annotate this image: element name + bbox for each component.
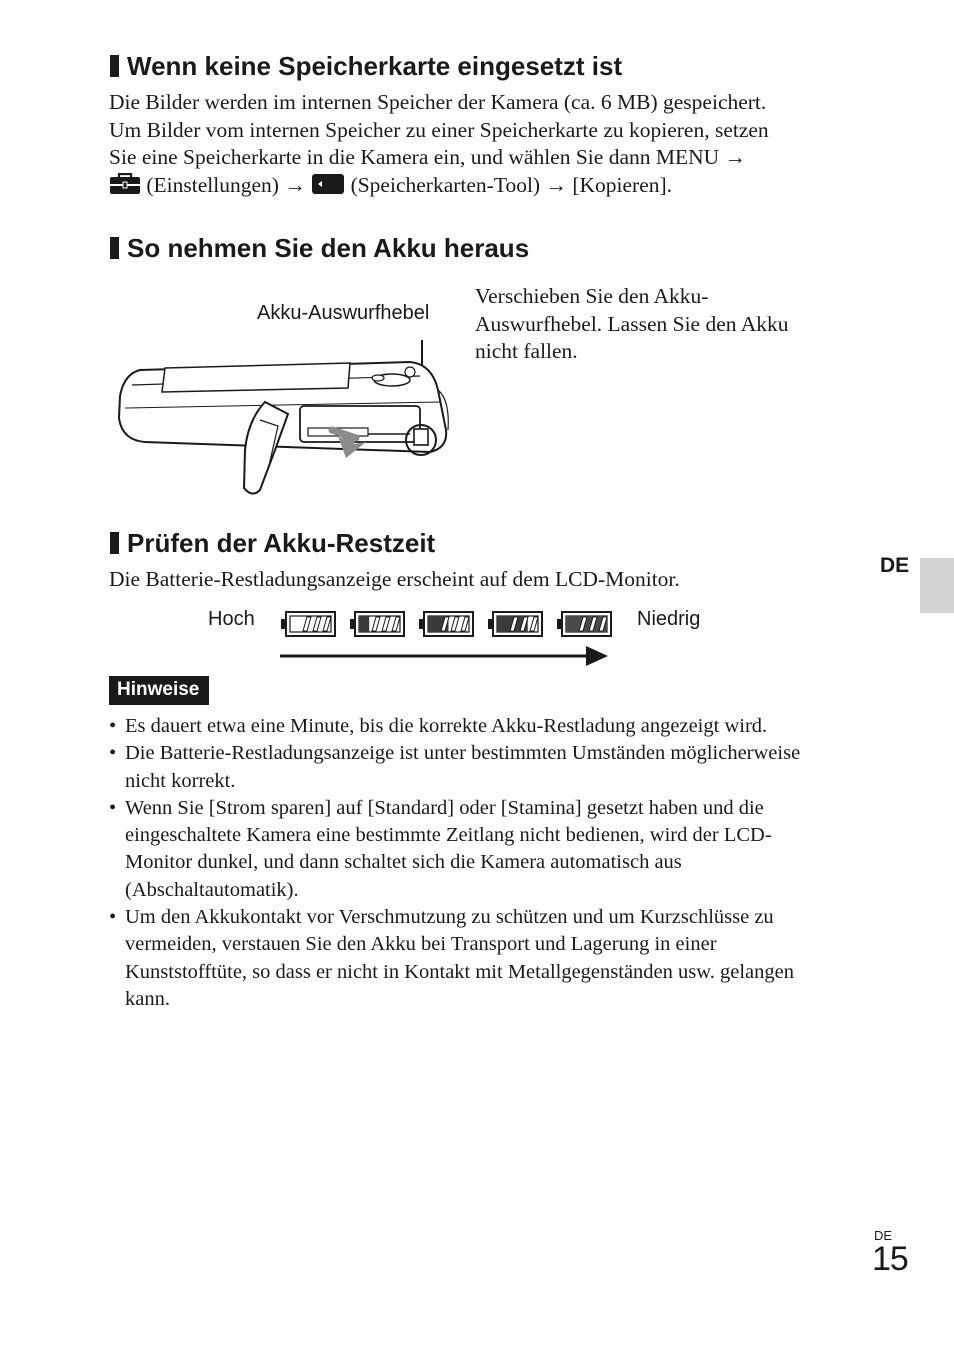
bullet: • bbox=[109, 796, 117, 819]
heading-marker bbox=[110, 237, 119, 259]
note-line: Kunststofftüte, so dass er nicht in Kontakt mit Metallgegenständen usw. gelangen bbox=[125, 960, 794, 983]
heading-marker bbox=[110, 55, 119, 77]
language-tab bbox=[920, 558, 954, 613]
notes-list bbox=[109, 713, 889, 1013]
remove-battery-description bbox=[475, 283, 788, 366]
memory-card-tool-icon bbox=[311, 173, 345, 195]
camera-battery-illustration bbox=[110, 330, 455, 500]
note-line: Um den Akkukontakt vor Verschmutzung zu schützen und um Kurzschlüsse zu bbox=[125, 906, 774, 929]
section-no-card-body bbox=[109, 89, 769, 199]
note-item bbox=[109, 713, 889, 740]
footer-language: DE bbox=[874, 1228, 893, 1243]
toolbox-icon bbox=[109, 173, 141, 195]
section-title: Wenn keine Speicherkarte eingesetzt ist bbox=[127, 51, 623, 81]
battery-indicator-row bbox=[281, 611, 612, 637]
battery-indicator-icon bbox=[557, 611, 612, 637]
note-line: Monitor dunkel, und dann schaltet sich die Kamera automatisch aus bbox=[125, 851, 682, 874]
paragraph-line-path bbox=[109, 172, 769, 200]
section-heading-battery-level bbox=[110, 528, 435, 558]
arrow-right-icon: → bbox=[284, 172, 306, 197]
note-item bbox=[109, 795, 889, 904]
copy-step: [Kopieren]. bbox=[572, 172, 673, 197]
heading-marker bbox=[110, 532, 119, 554]
section-title: So nehmen Sie den Akku heraus bbox=[127, 233, 530, 263]
section-heading-no-card bbox=[110, 51, 622, 81]
notes-label: Hinweise bbox=[109, 676, 209, 705]
label-low: Niedrig bbox=[637, 608, 701, 630]
arrow-right-icon bbox=[280, 645, 610, 669]
paragraph-line: Um Bilder vom internen Speicher zu einer Speicherkarte zu kopieren, setzen bbox=[109, 117, 769, 142]
battery-indicator-icon bbox=[350, 611, 405, 637]
arrow-right-icon: → bbox=[545, 172, 567, 197]
note-line: Es dauert etwa eine Minute, bis die korrekte Akku-Restladung angezeigt wird. bbox=[125, 715, 768, 737]
section-heading-remove-battery bbox=[110, 233, 529, 263]
battery-indicator-icon bbox=[281, 611, 336, 637]
bullet: • bbox=[109, 715, 117, 737]
paragraph-line-menu bbox=[109, 144, 769, 172]
paragraph-line: Verschieben Sie den Akku- bbox=[475, 284, 709, 308]
menu-instruction: Sie eine Speicherkarte in die Kamera ein, und wählen Sie dann MENU bbox=[109, 145, 720, 169]
note-line: vermeiden, verstauen Sie den Akku bei Transport und Lagerung in einer bbox=[125, 933, 717, 956]
language-tab-label: DE bbox=[880, 554, 910, 577]
note-item bbox=[109, 904, 889, 1013]
callout-label: Akku-Auswurfhebel bbox=[257, 302, 430, 324]
note-line: Die Batterie-Restladungsanzeige ist unter bestimmten Umständen möglicherweise bbox=[125, 742, 801, 765]
battery-level-description: Die Batterie-Restladungsanzeige erscheint auf dem LCD-Monitor. bbox=[109, 567, 680, 591]
settings-step: (Einstellungen) bbox=[146, 172, 279, 197]
battery-indicator-icon bbox=[419, 611, 474, 637]
note-line: nicht korrekt. bbox=[125, 769, 236, 792]
section-title: Prüfen der Akku-Restzeit bbox=[127, 528, 436, 558]
note-line: eingeschaltete Kamera eine bestimmte Zeitlang nicht bedienen, wird der LCD- bbox=[125, 824, 772, 847]
card-tool-step: (Speicherkarten-Tool) bbox=[350, 172, 541, 197]
note-line: (Abschaltautomatik). bbox=[125, 878, 299, 901]
paragraph-line: Die Bilder werden im internen Speicher der Kamera (ca. 6 MB) gespeichert. bbox=[109, 90, 767, 114]
note-line: kann. bbox=[125, 987, 170, 1010]
page-number: 15 bbox=[872, 1240, 908, 1278]
paragraph-line: Auswurfhebel. Lassen Sie den Akku bbox=[475, 311, 789, 336]
bullet: • bbox=[109, 906, 117, 929]
note-line: Wenn Sie [Strom sparen] auf [Standard] oder [Stamina] gesetzt haben und die bbox=[125, 796, 764, 819]
label-high: Hoch bbox=[208, 608, 255, 630]
note-item bbox=[109, 740, 889, 795]
bullet: • bbox=[109, 742, 117, 765]
battery-indicator-icon bbox=[488, 611, 543, 637]
paragraph-line: nicht fallen. bbox=[475, 339, 578, 363]
arrow-right-icon: → bbox=[724, 145, 747, 169]
